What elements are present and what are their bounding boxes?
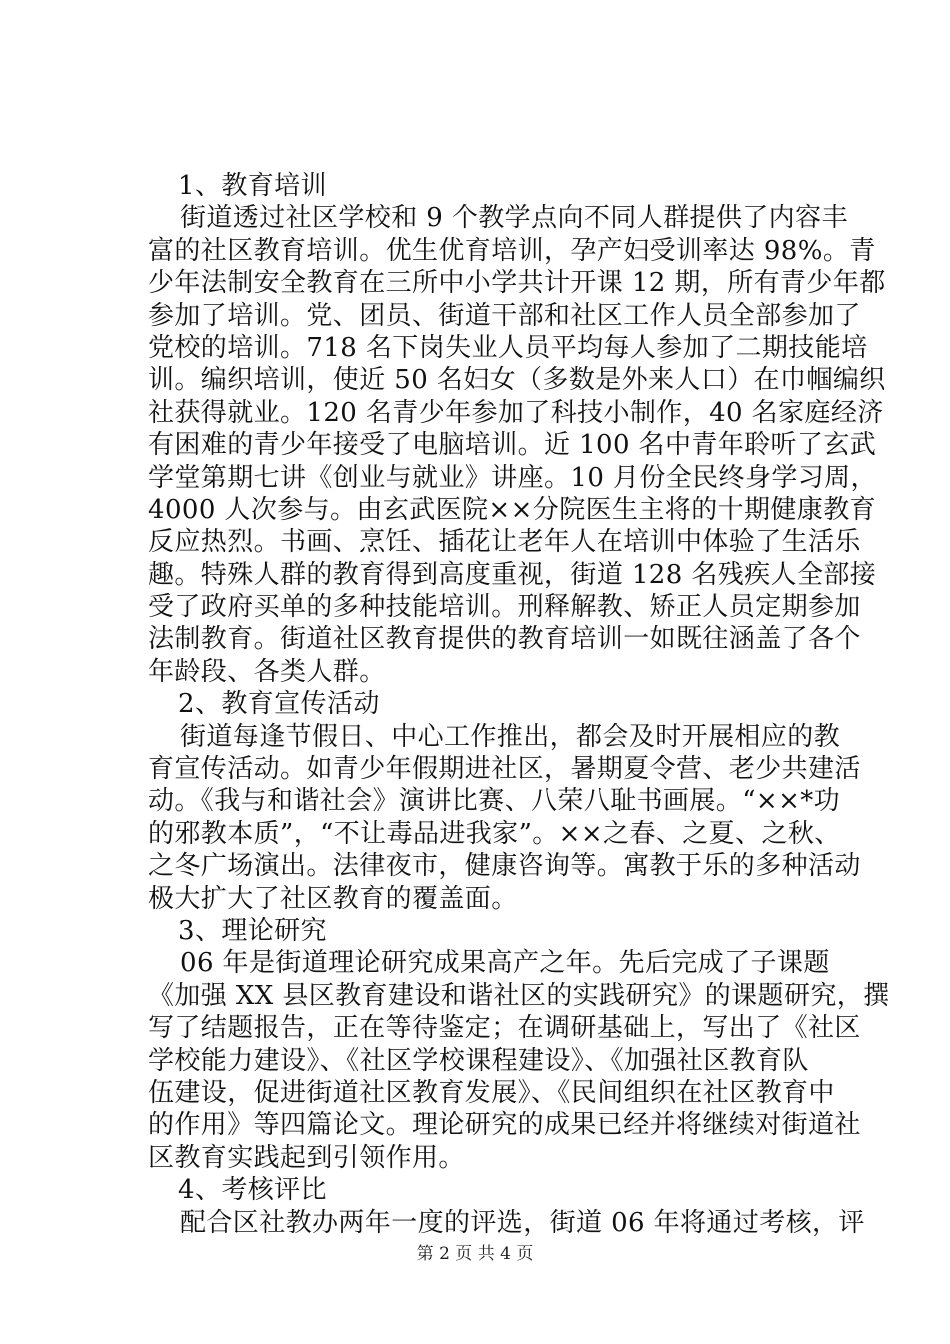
paragraph-line: 党校的培训。718 名下岗失业人员平均每人参加了二期技能培 <box>148 332 868 363</box>
paragraph-line: 写了结题报告，正在等待鉴定；在调研基础上，写出了《社区 <box>148 1013 861 1044</box>
paragraph-line: 受了政府买单的多种技能培训。刑释解教、矫正人员定期参加 <box>148 592 861 623</box>
section-assessment <box>148 1174 865 1239</box>
paragraph-line: 学堂第期七讲《创业与就业》讲座。10 月份全民终身学习周， <box>148 462 877 493</box>
paragraph-line: 配合区社教办两年一度的评选，街道 06 年将通过考核，评 <box>180 1207 865 1238</box>
paragraph-line: 4000 人次参与。由玄武医院××分院医生主将的十期健康教育 <box>148 494 877 525</box>
section-heading: 1、教育培训 <box>178 171 327 201</box>
section-heading: 2、教育宣传活动 <box>178 689 380 720</box>
paragraph-line: 有困难的青少年接受了电脑培训。近 100 名中青年聆听了玄武 <box>148 430 877 461</box>
paragraph-line: 趣。特殊人群的教育得到高度重视，街道 128 名残疾人全部接 <box>148 559 877 590</box>
paragraph-line: 街道透过社区学校和 9 个教学点向不同人群提供了内容丰 <box>180 203 848 234</box>
paragraph-line: 参加了培训。党、团员、街道干部和社区工作人员全部参加了 <box>148 300 861 331</box>
paragraph-line: 社获得就业。120 名青少年参加了科技小制作，40 名家庭经济 <box>148 397 884 428</box>
paragraph-line: 《加强 XX 县区教育建设和谐社区的实践研究》的课题研究，撰 <box>148 980 890 1011</box>
paragraph-line: 伍建设，促进街道社区教育发展》、《民间组织在社区教育中 <box>148 1077 835 1108</box>
paragraph-line: 反应热烈。书画、烹饪、插花让老年人在培训中体验了生活乐 <box>148 527 861 558</box>
paragraph-line: 法制教育。街道社区教育提供的教育培训一如既往涵盖了各个 <box>148 624 861 655</box>
section-publicity-activities <box>148 688 861 915</box>
paragraph-line: 少年法制安全教育在三所中小学共计开课 12 期，所有青少年都 <box>148 268 886 299</box>
section-heading: 3、理论研究 <box>178 915 327 946</box>
paragraph-line: 的邪教本质”，“不让毒品进我家”。××之春、之夏、之秋、 <box>148 818 841 849</box>
paragraph-line: 富的社区教育培训。优生优育培训，孕产妇受训率达 98%。青 <box>148 235 876 266</box>
paragraph-line: 之冬广场演出。法律夜市，健康咨询等。寓教于乐的多种活动 <box>148 851 861 882</box>
paragraph-line: 街道每逢节假日、中心工作推出，都会及时开展相应的教 <box>180 721 841 752</box>
paragraph-line: 训。编织培训，使近 50 名妇女（多数是外来人口）在巾帼编织 <box>148 365 886 396</box>
paragraph-line: 极大扩大了社区教育的覆盖面。 <box>148 883 518 914</box>
paragraph-line: 06 年是街道理论研究成果高产之年。先后完成了子课题 <box>180 948 830 979</box>
paragraph-line: 年龄段、各类人群。 <box>148 656 386 687</box>
paragraph-line: 动。《我与和谐社会》演讲比赛、八荣八耻书画展。“××*功 <box>148 786 841 817</box>
section-heading: 4、考核评比 <box>178 1175 327 1206</box>
paragraph-line: 育宣传活动。如青少年假期进社区，暑期夏令营、老少共建活 <box>148 754 861 785</box>
section-theory-research <box>148 915 890 1174</box>
page-footer: 第 2 页 共 4 页 <box>416 1244 534 1264</box>
paragraph-line: 学校能力建设》、《社区学校课程建设》、《加强社区教育队 <box>148 1045 809 1076</box>
paragraph-line: 的作用》等四篇论文。理论研究的成果已经并将继续对街道社 <box>148 1110 861 1141</box>
document-body <box>148 170 890 1239</box>
paragraph-line: 区教育实践起到引领作用。 <box>148 1142 465 1173</box>
section-education-training <box>148 170 886 688</box>
